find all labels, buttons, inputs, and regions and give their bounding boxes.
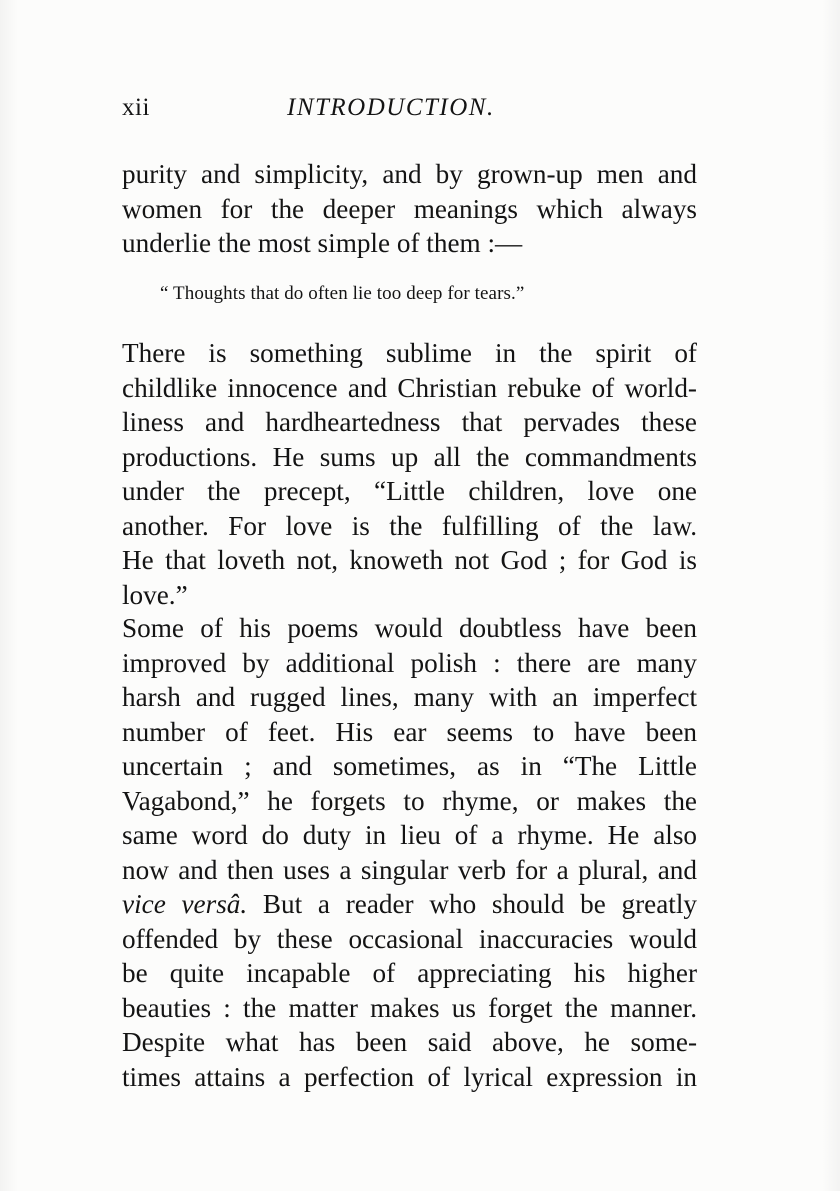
text-line: Vagabond,” he forgets to rhyme, or makes the (122, 785, 697, 816)
text-line: purity and simplicity, and by grown-up men and (122, 159, 697, 189)
page-edge-shadow-left (0, 0, 18, 1191)
text-line: There is something sublime in the spirit of (122, 338, 697, 368)
text-line: harsh and rugged lines, many with an imperfect (122, 682, 697, 712)
paragraph-lyrical-expression (122, 1025, 697, 1094)
text-line: times attains a perfection of lyrical expression in (122, 1061, 697, 1092)
text-line: women for the deeper meanings which always (122, 193, 697, 224)
text-line: productions. He sums up all the commandments (122, 441, 697, 472)
italic-phrase: vice versâ. (122, 889, 248, 919)
text-line: another. For love is the fulfilling of the law. (122, 510, 697, 541)
text-line: uncertain ; and sometimes, as in “The Little (122, 751, 697, 781)
text-line: offended by these occasional inaccuracies would (122, 923, 697, 954)
text-line: love.” (122, 579, 188, 610)
paragraph-sublime-spirit (122, 336, 697, 612)
text-line: under the precept, “Little children, love one (122, 476, 697, 506)
block-quote: “ Thoughts that do often lie too deep for tears.” (160, 283, 525, 304)
page-header (122, 94, 698, 134)
text-line: He that loveth not, knoweth not God ; for God is (122, 545, 697, 575)
text-line: Despite what has been said above, he some- (122, 1027, 697, 1057)
text-line: improved by additional polish : there are many (122, 647, 697, 678)
text-line: same word do duty in lieu of a rhyme. He also (122, 820, 697, 850)
text-line: Some of his poems would doubtless have been (122, 613, 697, 643)
text-line: liness and hardheartedness that pervades these (122, 407, 697, 437)
paragraph-continuation (122, 157, 697, 261)
text-line: underlie the most simple of them :— (122, 228, 523, 258)
text-line: childlike innocence and Christian rebuke of world- (122, 372, 697, 403)
text-line-with-italic (122, 887, 697, 922)
page-edge-shadow-right (822, 0, 840, 1191)
page-number: xii (122, 94, 150, 121)
text-line: be quite incapable of appreciating his higher (122, 958, 697, 988)
text-fragment: But a reader who should be greatly (262, 889, 697, 919)
paragraph-poems-polish (122, 611, 697, 1025)
running-head: INTRODUCTION. (287, 94, 495, 121)
text-line: now and then uses a singular verb for a plural, and (122, 854, 697, 885)
text-line: number of feet. His ear seems to have been (122, 716, 697, 747)
text-line: beauties : the matter makes us forget the manner. (122, 992, 697, 1023)
